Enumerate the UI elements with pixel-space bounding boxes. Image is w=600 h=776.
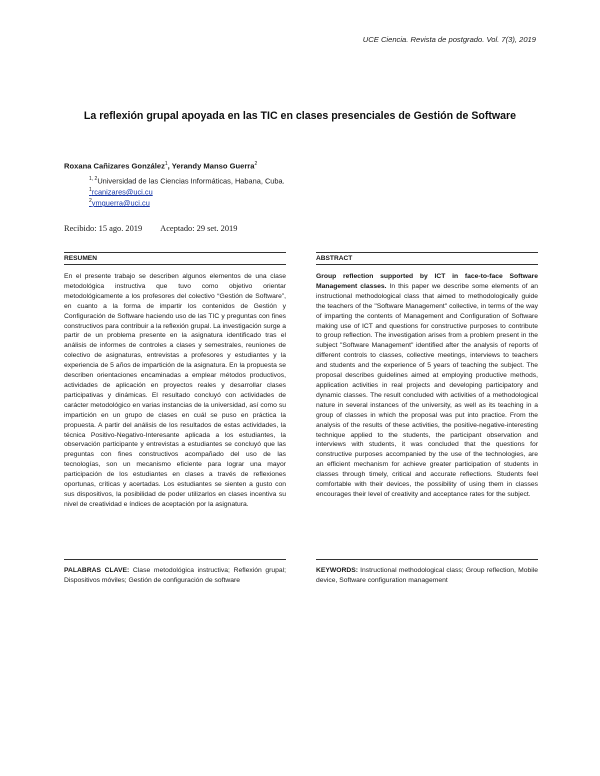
resumen-heading: RESUMEN bbox=[64, 252, 286, 265]
received-date: Recibido: 15 ago. 2019 bbox=[64, 224, 143, 233]
abstract-column bbox=[316, 252, 538, 500]
keywords-es-text: Clase metodológica instructiva; Reflexión grupal; Dispositivos móviles; Gestión de configuración de software bbox=[64, 567, 286, 584]
author-2-sup: 2 bbox=[254, 161, 258, 167]
affiliation-sup: 1, 2 bbox=[89, 176, 98, 182]
abstract-body bbox=[316, 272, 538, 500]
dates-line bbox=[64, 224, 255, 233]
author-1-sup: 1 bbox=[164, 161, 168, 167]
accepted-date: Aceptado: 29 set. 2019 bbox=[160, 224, 238, 233]
keywords-en-label: KEYWORDS: bbox=[316, 567, 358, 574]
author-line bbox=[64, 161, 257, 171]
journal-header: UCE Ciencia. Revista de postgrado. Vol. 7(3), 2019 bbox=[362, 35, 536, 44]
email-link-2[interactable] bbox=[89, 198, 150, 207]
email-link-1[interactable] bbox=[89, 187, 153, 196]
keywords-es bbox=[64, 559, 286, 586]
affiliation-text: Universidad de las Ciencias Informáticas, Habana, Cuba. bbox=[97, 176, 285, 186]
author-2: Yerandy Manso Guerra bbox=[171, 161, 255, 171]
abstract-lead: Group reflection supported by ICT in face-to-face Software Management classes. bbox=[316, 273, 538, 290]
keywords-en-text: Instructional methodological class; Group reflection, Mobile device, Software configuration management bbox=[316, 567, 538, 584]
email-1-address[interactable]: rcanizares@uci.cu bbox=[91, 187, 153, 197]
keywords-es-label: PALABRAS CLAVE: bbox=[64, 567, 130, 574]
email-2-address[interactable]: ymguerra@uci.cu bbox=[91, 198, 150, 208]
affiliation bbox=[89, 176, 285, 185]
email-1-sup: 1 bbox=[89, 187, 92, 193]
email-2-sup: 2 bbox=[89, 198, 92, 204]
article-title: La reflexión grupal apoyada en las TIC en clases presenciales de Gestión de Software bbox=[83, 110, 517, 122]
author-1: Roxana Cañizares González bbox=[64, 161, 165, 171]
resumen-body: En el presente trabajo se describen algunos elementos de una clase metodológica instructiva que tuvo como objetivo orientar metodológicamente a los profesores del colectivo “Gestión de Software”, en cuanto a la forma de impartir los contenidos de Gestión y Configuración de Software haciendo uso de las TIC y preguntas con fines constructivos para contribuir a la reflexión grupal. La investigación surge a partir de un problema presente en la asignatura identificado tras el análisis de informes de controles a clases y semestrales, reuniones de colectivo de asignaturas, entrevistas a profesores y estudiantes y la experiencia de 5 años de impartición de la asignatura. En la propuesta se describen orientaciones encaminadas a emplear métodos productivos, actividades de aplicación en proyectos reales y desarrollar clases participativas y dinámicas. El resultado concluyó con actividades de carácter metodológico en varias instancias de la universidad, así como su impartición en un grupo de clases en cuál se puso en práctica la propuesta. A partir del análisis de los resultados de estas actividades, la técnica Positivo-Negativo-Interesante aplicada a los estudiantes, la observación participante y entrevistas a estudiantes se concluyó que las preguntas con fines constructivos acompañado del uso de las tecnologías, son un mecanismo eficiente para lograr una mayor participación de los estudiantes en clases a través de reflexiones oportunas, críticas y acertadas. Los estudiantes se sienten a gusto con sus dispositivos, la posibilidad de poder utilizarlos en clases incentiva su nivel de creatividad e índices de aceptación por la asignatura. bbox=[64, 273, 286, 508]
abstract-heading: ABSTRACT bbox=[316, 252, 538, 265]
author-separator: , bbox=[167, 161, 172, 171]
keywords-en bbox=[316, 559, 538, 586]
resumen-column bbox=[64, 252, 286, 510]
abstract-text: In this paper we describe some elements of an instructional methodological class that aimed to methodologically guide the teachers of the "Software Management" collective, in terms of the way of imparting the contents of Management and Configuration of Software making use of ICT and questions for constructive purposes to contribute to group reflection. The investigation arises from a problem present in the subject "Software Management" identified after the analysis of reports of different controls to classes, collective meetings, interviews to teachers and students and the experience of 5 years of teaching the subject. The proposal describes guidelines aimed at employing productive methods, application activities in real projects and developing participatory and dynamic classes. The result concluded with activities of a methodological nature in several instances of the university, as well as its teaching in a group of classes in which the proposal was put into practice. From the analysis of the results of these activities, the positive-negative-interesting technique applied to the students, the participant observation and interviews with students, it was concluded that the questions for constructive purposes accompanied by the use of the technologies, are an efficient mechanism for achieve greater participation of students in classes through timely, critical and accurate reflections. Students feel comfortable with their devices, the possibility of using them in classes encourages their level of creativity and acceptance rates for the subject. bbox=[316, 282, 538, 498]
